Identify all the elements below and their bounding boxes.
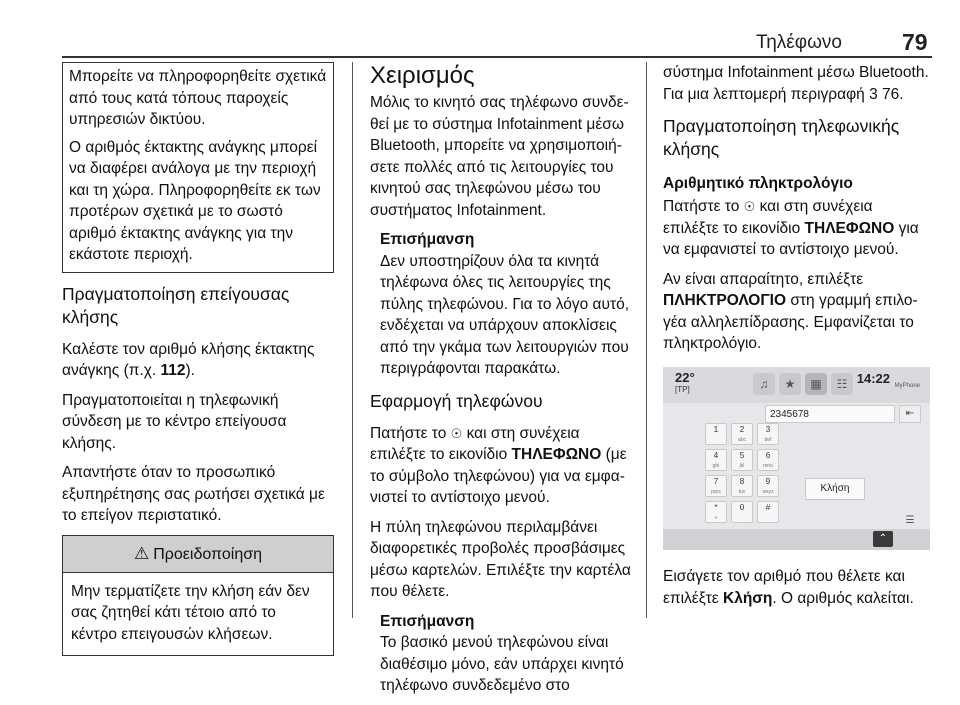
backspace-button[interactable]: ⇤ xyxy=(899,405,921,423)
note-text: Το βασικό μενού τηλεφώνου είναι διαθέσιμο μόνο, εάν υπάρχει κινητό τηλέφωνο συνδεδεμένο στο xyxy=(380,634,624,694)
status-bar xyxy=(663,367,930,403)
keypad-key[interactable]: 2 abc xyxy=(731,423,753,445)
caption-paragraph: Εισάγετε τον αριθμό που θέλετε και επιλέξτε Κλήση. Ο αριθμός καλείται. xyxy=(663,568,914,607)
page-number: 79 xyxy=(902,29,928,55)
paragraph: Καλέστε τον αριθμό κλήσης έκτακτης ανάγκης (π.χ. 112). xyxy=(62,340,315,379)
keypad-key[interactable]: # xyxy=(757,501,779,523)
note xyxy=(370,229,632,380)
keypad-key[interactable]: 8 tuv xyxy=(731,475,753,497)
keypad-key[interactable]: 1 xyxy=(705,423,727,445)
subheading-keypad: Αριθμητικό πληκτρολόγιο xyxy=(663,175,853,192)
keypad-key[interactable]: * + xyxy=(705,501,727,523)
paragraph: σύστημα Infotainment μέσω Bluetooth. Για μια λεπτομερή περιγραφή 3 76. xyxy=(663,64,929,103)
paragraph: Πατήστε το ☉ και στη συνέχεια επιλέξτε το εικονίδιο ΤΗΛΕΦΩΝΟ (με το σύμβολο τηλεφώνου) για να εμφανιστεί το αντίστοιχο μενού. xyxy=(370,424,627,506)
connected-phone-name: MyPhone xyxy=(894,383,920,389)
section-heading-emergency-call: Πραγματοποίηση επείγουσας κλήσης xyxy=(62,283,290,327)
header-title: Τηλέφωνο xyxy=(756,32,842,53)
note-label: Επισήμανση xyxy=(380,612,475,630)
clock: 14:22 xyxy=(856,371,890,386)
column-divider-2 xyxy=(646,62,647,618)
paragraph: Η πύλη τηλεφώνου περιλαμβάνει διαφορετικές προβολές προσβάσιμες μέσω καρτελών. Επιλέξτε την καρτέλα που θέλετε. xyxy=(370,518,631,600)
list-icon[interactable]: ☰ xyxy=(905,515,915,526)
chevron-up-icon[interactable]: ⌃ xyxy=(873,531,893,547)
call-button[interactable]: Κλήση xyxy=(805,478,865,500)
section-title-operation: Χειρισμός xyxy=(370,62,475,89)
page-reference: 3 76. xyxy=(869,85,904,103)
tp-indicator: [TP] xyxy=(675,385,690,394)
note xyxy=(370,611,632,697)
keypad-key[interactable]: 5 jkl xyxy=(731,449,753,471)
paragraph: Αν είναι απαραίτητο, επιλέξτε ΠΛΗΚΤΡΟΛΟΓΙΟ στη γραμμή επιλογέα αλληλεπίδρασης. Εμφανίζεται το πληκτρολόγιο. xyxy=(663,270,918,352)
section-heading-phone-app: Εφαρμογή τηλεφώνου xyxy=(370,390,543,411)
paragraph: Απαντήστε όταν το προσωπικό εξυπηρέτησης σας ρωτήσει σχετικά με το επείγον περιστατικό. xyxy=(62,464,325,524)
paragraph: Πραγματοποιείται η τηλεφωνική σύνδεση με το κέντρο επείγουσα κλήσης. xyxy=(62,391,287,452)
column-2 xyxy=(370,62,632,705)
favorites-icon[interactable]: ★ xyxy=(779,373,801,395)
home-icon: ☉ xyxy=(450,425,463,441)
warning-header xyxy=(63,536,333,573)
infotainment-screenshot xyxy=(663,367,930,550)
warning-title: Προειδοποίηση xyxy=(153,545,262,563)
warning-icon: ⚠ xyxy=(133,543,150,563)
keypad-key[interactable]: 9 wxyz xyxy=(757,475,779,497)
column-1 xyxy=(62,62,334,656)
keypad-key[interactable]: 6 mno xyxy=(757,449,779,471)
column-divider-1 xyxy=(352,62,353,618)
home-icon: ☉ xyxy=(743,199,756,214)
paragraph: Πατήστε το ☉ και στη συνέχεια επιλέξτε το εικονίδιο ΤΗΛΕΦΩΝΟ για να εμφανιστεί το αντίστοιχο μενού. xyxy=(663,198,919,258)
contacts-icon[interactable]: ☷ xyxy=(831,373,853,395)
keypad-key[interactable]: 4 ghi xyxy=(705,449,727,471)
section-heading-make-call: Πραγματοποίηση τηλεφωνικής κλήσης xyxy=(663,116,900,159)
warning-box xyxy=(62,535,334,657)
page-header xyxy=(0,0,960,60)
keypad-key[interactable]: 0 xyxy=(731,501,753,523)
info-box xyxy=(62,62,334,273)
info-box-paragraph: Ο αριθμός έκτακτης ανάγκης μπορεί να διαφέρει ανάλογα με την περιοχή και τη χώρα. Πληροφορηθείτε εκ των προτέρων σχετικά με το σωστό αριθμό έκτακτης ανάγκης για την εκάστοτε περιοχή. xyxy=(69,138,321,263)
keypad-key[interactable]: 7 pqrs xyxy=(705,475,727,497)
warning-text: Μην τερματίζετε την κλήση εάν δεν σας ζητηθεί κάτι τέτοιο από το κέντρο επειγουσών κλήσεων. xyxy=(71,582,310,643)
paragraph: Μόλις το κινητό σας τηλέφωνο συνδεθεί με το σύστημα Infotainment μέσω Bluetooth, μπορείτε να χρησιμοποιήσετε πολλές από τις λειτουργίες του κινητού σας τηλεφώνου μέσω του συστήματος Infotainment. xyxy=(370,94,629,219)
info-box-paragraph: Μπορείτε να πληροφορηθείτε σχετικά από τους κατά τόπους παροχείς υπηρεσιών δικτύου. xyxy=(69,68,327,128)
temperature: 22° xyxy=(675,370,695,385)
keypad-icon[interactable]: ▦ xyxy=(805,373,827,395)
note-text: Δεν υποστηρίζουν όλα τα κινητά τηλέφωνα όλες τις λειτουργίες της πύλης τηλεφώνου. Για το λόγο αυτό, ενδέχεται να υπάρχουν αποκλίσεις από την γκάμα των λειτουργιών που περιγράφονται παρακάτω. xyxy=(380,252,630,377)
music-note-icon[interactable]: ♫ xyxy=(753,373,775,395)
number-field[interactable]: 2345678 xyxy=(765,405,895,423)
bottom-bar xyxy=(663,529,930,550)
column-3 xyxy=(663,62,930,363)
header-rule xyxy=(62,56,932,58)
keypad-key[interactable]: 3 def xyxy=(757,423,779,445)
note-label: Επισήμανση xyxy=(380,231,475,248)
